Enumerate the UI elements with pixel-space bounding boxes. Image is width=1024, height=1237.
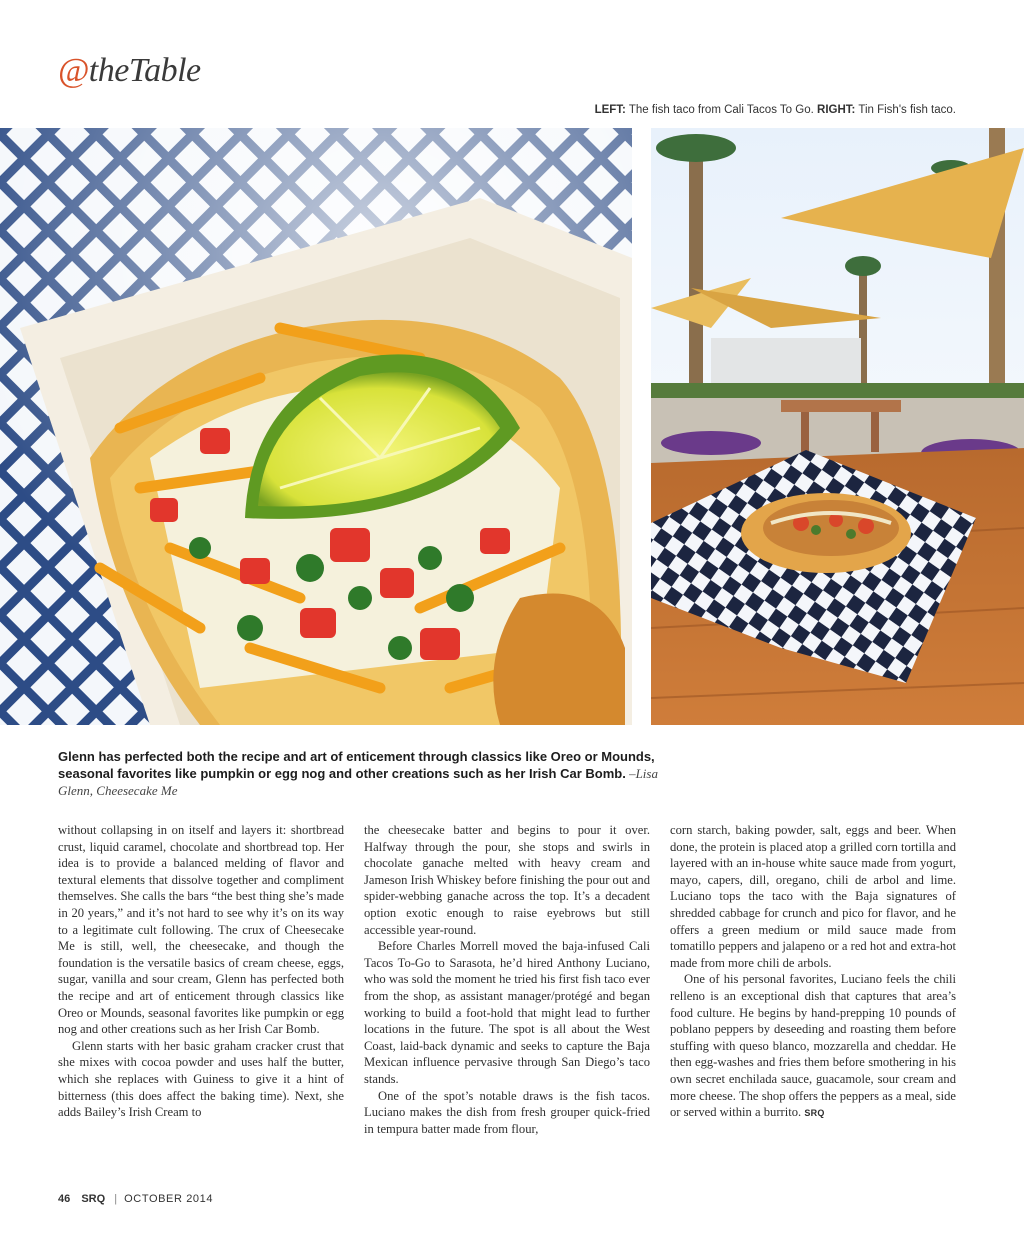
- article-paragraph-text: One of his personal favorites, Luciano feels the chili relleno is an exceptional dish that captures that area’s food culture. He begins by hand-prepping 10 pounds of poblano peppers by deseeding and roasting them before stuffing with queso blanco, mozzarella and cheddar. He then egg-washes and fries them before smothering in his own secret enchilada sauce, guacamole, sour cream and more cheese. The shop offers the peppers as a meal, side or served within a burrito.: [670, 972, 956, 1120]
- photo-label-left-text: The fish taco from Cali Tacos To Go.: [628, 104, 814, 116]
- article-paragraph: One of the spot’s notable draws is the fish tacos. Luciano makes the dish from fresh grouper quick-fried in tempura batter made from flour,: [364, 1088, 650, 1136]
- section-title: [58, 52, 201, 90]
- page-number: 46: [58, 1193, 71, 1205]
- photo-caption: [58, 748, 678, 799]
- magazine-name: SRQ: [81, 1193, 106, 1205]
- article-column-3: [670, 822, 956, 1122]
- fish-taco-photo-illustration: [0, 128, 632, 725]
- caption-attribution: –Lisa Glenn, Cheesecake Me: [58, 766, 658, 798]
- issue-date: OCTOBER 2014: [124, 1193, 214, 1205]
- photo-left-fish-taco: [0, 128, 632, 725]
- page-folio: [58, 1193, 213, 1205]
- photo-label-right-text: Tin Fish's fish taco.: [858, 104, 956, 116]
- end-mark: SRQ: [804, 1108, 825, 1119]
- article-paragraph: Before Charles Morrell moved the baja-infused Cali Tacos To-Go to Sarasota, he’d hired Anthony Luciano, who was sold the moment he tried his first fish taco ever from the shop, as assistant manager/protégé and began working to build a foot-hold that might lead to further locations in the future. The spot is all about the West Coast, laid-back dynamic and seeks to capture the Baja Mexican influence pervasive through San Diego’s taco stands.: [364, 939, 650, 1086]
- folio-separator: |: [114, 1193, 118, 1205]
- section-title-at: @: [58, 52, 89, 89]
- photo-right-tin-fish-taco: [651, 128, 1024, 725]
- photo-labels: [595, 104, 956, 116]
- article-paragraph: corn starch, baking powder, salt, eggs and beer. When done, the protein is placed atop a grilled corn tortilla and layered with an in-house white sauce made from yogurt, mayo, capers, dill, oregano, chili de arbol and lime. Luciano tops the taco with the Baja signatures of shredded cabbage for crunch and pico for flavor, and he offers a green medium or mild sauce made from tomatillo peppers and jalapeno or a red hot and extra-hot made from more chili de arbols.: [670, 823, 956, 970]
- tin-fish-taco-photo-illustration: [651, 128, 1024, 725]
- caption-text: Glenn has perfected both the recipe and art of enticement through classics like Oreo or Mounds, seasonal favorites like pumpkin or egg nog and other creations such as her Irish Car Bomb.: [58, 749, 655, 781]
- article-paragraph: the cheesecake batter and begins to pour it over. Halfway through the pour, she stops and swirls in chocolate ganache melted with heavy cream and Jameson Irish Whiskey before finishing the pour out and spider-webbing ganache across the top. It’s a decadent option exotic enough to raise eyebrows but still accessible year-round.: [364, 823, 650, 937]
- article-paragraph: [670, 971, 956, 1121]
- photo-label-right-tag: RIGHT:: [817, 104, 856, 116]
- article-column-2: [364, 822, 650, 1137]
- article-column-1: [58, 822, 344, 1121]
- section-title-name: theTable: [88, 52, 201, 89]
- article-paragraph: without collapsing in on itself and layers it: shortbread crust, liquid caramel, chocolate and shortbread top. Her idea is to provide a balanced melding of flavor and textural elements that dissolve together and compliment themselves. She calls the bars “the best thing she’s made in 20 years,” and it’s not hard to see why it’s on its way to a legitimate cult following. The crux of Cheesecake Me is still, well, the cheesecake, and though the foundation is the versatile basics of cream cheese, eggs, sugar, vanilla and sour cream, Glenn has perfected both the recipe and art of enticement through classics like Oreo or Mounds, seasonal favorites like pumpkin or egg nog and other creations such as her Irish Car Bomb.: [58, 823, 344, 1037]
- photo-label-left-tag: LEFT:: [594, 104, 626, 116]
- article-paragraph: Glenn starts with her basic graham cracker crust that she mixes with cocoa powder and uses half the butter, which she replaces with Guiness to give it a hint of bitterness (this does affect the baking time). Next, she adds Bailey’s Irish Cream to: [58, 1038, 344, 1120]
